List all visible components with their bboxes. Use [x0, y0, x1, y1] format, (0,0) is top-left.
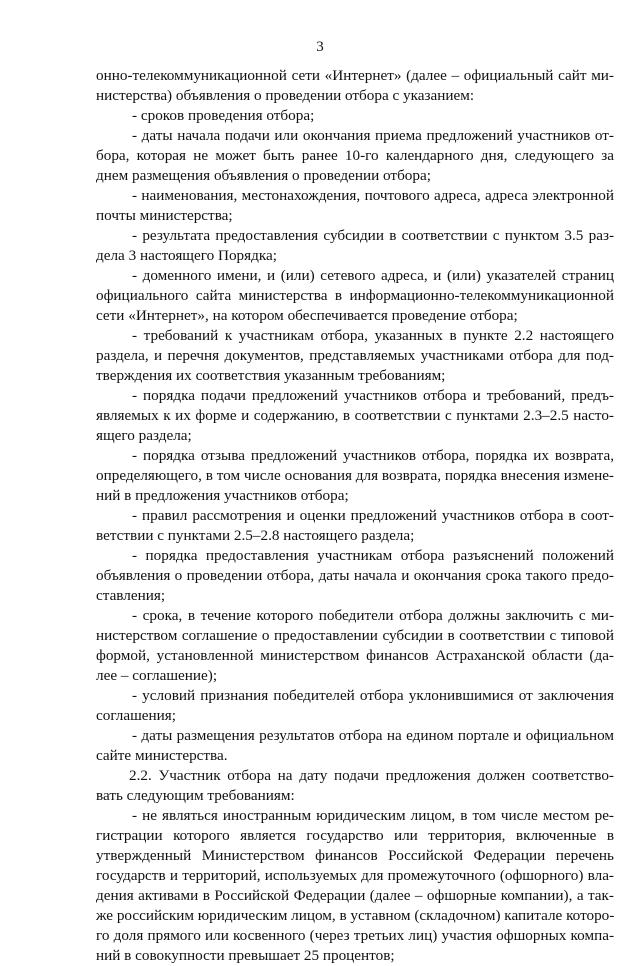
- text-line: - условий признания победителей отбора уклонившимися от заключения: [132, 687, 614, 704]
- text-line: ветствии с пунктами 2.5–2.8 настоящего раздела;: [96, 527, 415, 544]
- text-line: сети «Интернет», на котором обеспечивается проведение отбора;: [96, 307, 518, 324]
- document-body: [96, 66, 614, 966]
- text-line: официального сайта министерства в информационно-телекоммуникационной: [96, 287, 614, 304]
- text-line: онно-телекоммуникационной сети «Интернет» (далее – официальный сайт ми-: [96, 67, 614, 84]
- text-line: являемых к их форме и содержанию, в соответствии с пунктами 2.3–2.5 насто-: [96, 407, 614, 424]
- text-line: сайте министерства.: [96, 747, 228, 764]
- text-line: объявления о проведении отбора, даты начала и окончания срока такого предо-: [96, 567, 614, 584]
- text-line: ставления;: [96, 587, 166, 604]
- text-line: - не являться иностранным юридическим лицом, в том числе местом ре-: [132, 807, 614, 824]
- text-line: го доля прямого или косвенного (через третьих лиц) участия офшорных компа-: [96, 927, 614, 944]
- text-line: - результата предоставления субсидии в соответствии с пунктом 3.5 раз-: [132, 227, 614, 244]
- text-line: же российским юридическим лицом, в уставном (складочном) капитале которо-: [96, 907, 615, 924]
- text-line: - правил рассмотрения и оценки предложений участников отбора в соот-: [132, 507, 614, 524]
- text-line: соглашения;: [96, 707, 177, 724]
- text-line: - даты размещения результатов отбора на едином портале и официальном: [132, 727, 614, 744]
- text-line: - сроков проведения отбора;: [132, 107, 315, 124]
- text-line: утвержденный Министерством финансов Российской Федерации перечень: [96, 847, 614, 864]
- text-line: ящего раздела;: [96, 427, 192, 444]
- text-line: гистрации которого является государство или территория, включенные в: [96, 827, 614, 844]
- text-line: государств и территорий, используемых для промежуточного (офшорного) вла-: [96, 867, 614, 884]
- text-line: раздела, и перечня документов, представляемых участниками отбора для под-: [96, 347, 614, 364]
- text-line: - требований к участникам отбора, указанных в пункте 2.2 настоящего: [132, 327, 614, 344]
- text-line: - наименования, местонахождения, почтового адреса, адреса электронной: [132, 187, 614, 204]
- text-line: тверждения их соответствия указанным требованиям;: [96, 367, 446, 384]
- text-line: ний в совокупности превышает 25 процентов;: [96, 947, 395, 964]
- text-line: ний в предложения участников отбора;: [96, 487, 349, 504]
- page-number: 3: [316, 39, 324, 55]
- text-line: бора, которая не может быть ранее 10-го календарного дня, следующего за: [96, 147, 614, 164]
- text-line: определяющего, в том числе основания для возврата, порядка внесения измене-: [96, 467, 614, 484]
- text-line: - доменного имени, и (или) сетевого адреса, и (или) указателей страниц: [132, 267, 614, 284]
- text-line: - срока, в течение которого победители отбора должны заключить с ми-: [132, 607, 614, 624]
- text-line: - порядка отзыва предложений участников отбора, порядка их возврата,: [132, 447, 614, 464]
- text-line: - порядка предоставления участникам отбора разъяснений положений: [132, 547, 614, 564]
- text-line: почты министерства;: [96, 207, 233, 224]
- text-line: лее – соглашение);: [96, 667, 218, 684]
- text-line: днем размещения объявления о проведении отбора;: [96, 167, 431, 184]
- text-line: - даты начала подачи или окончания приема предложений участников от-: [132, 127, 614, 144]
- text-line: формой, установленной министерством финансов Астраханской области (да-: [96, 647, 614, 664]
- text-line: 2.2. Участник отбора на дату подачи предложения должен соответство-: [129, 767, 614, 784]
- text-line: вать следующим требованиям:: [96, 787, 295, 804]
- text-line: нистерством соглашение о предоставлении субсидии в соответствии с типовой: [96, 627, 614, 644]
- text-line: - порядка подачи предложений участников отбора и требований, предъ-: [132, 387, 614, 404]
- text-line: дения активами в Российской Федерации (далее – офшорные компании), а так-: [96, 887, 614, 904]
- text-line: дела 3 настоящего Порядка;: [96, 247, 277, 264]
- text-line: нистерства) объявления о проведении отбора с указанием:: [96, 87, 475, 104]
